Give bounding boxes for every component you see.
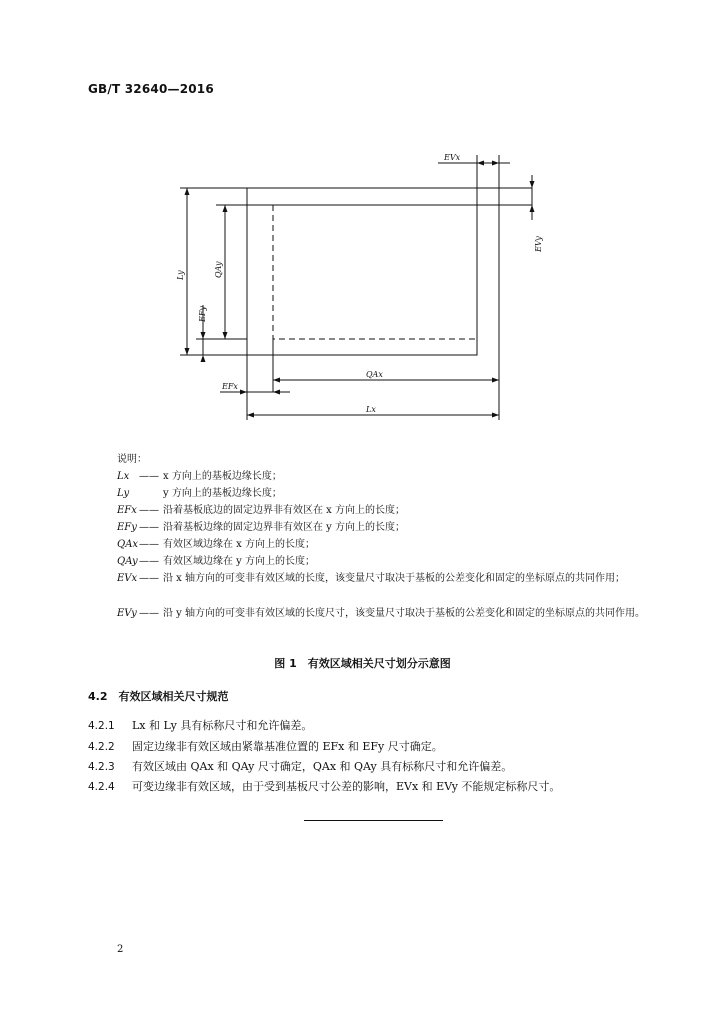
label-efx: EFx	[222, 382, 238, 391]
label-efy: EFy	[198, 306, 207, 322]
clause-text: Lx 和 Ly 具有标称尺寸和允许偏差。	[132, 719, 313, 732]
legend-text: 沿着基板边缘的固定边界非有效区在 y 方向上的长度；	[163, 522, 406, 533]
legend-item	[117, 537, 673, 554]
clause	[88, 758, 512, 774]
clause-number: 4.2.1	[88, 720, 115, 732]
clause-text: 有效区域由 QAx 和 QAy 尺寸确定，QAx 和 QAy 具有标称尺寸和允许偏差。	[132, 760, 513, 773]
substrate-outline	[247, 188, 477, 355]
label-evx: EVx	[444, 153, 461, 162]
legend-dash: ——	[139, 556, 159, 567]
legend-dash: ——	[139, 505, 159, 516]
label-qax: QAx	[366, 370, 383, 379]
legend-text: x 方向上的基板边缘长度；	[163, 471, 282, 482]
legend-dash: ——	[139, 471, 159, 482]
legend-symbol: Lx	[117, 471, 130, 482]
label-ly: Ly	[176, 270, 185, 280]
legend-symbol: QAx	[117, 539, 139, 550]
figure-legend	[117, 450, 673, 641]
legend-symbol: EFy	[117, 522, 137, 533]
legend-title: 说明：	[117, 454, 147, 465]
legend-text: 沿 x 轴方向的可变非有效区域的长度，该变量尺寸取决于基板的公差变化和固定的坐标原点的共同作用；	[163, 573, 625, 584]
dimension-figure	[0, 0, 725, 440]
clause	[88, 778, 560, 794]
legend-text: 有效区域边缘在 y 方向上的长度；	[163, 556, 316, 567]
clause-number: 4.2.2	[88, 741, 115, 753]
clause-number: 4.2.3	[88, 761, 115, 773]
legend-dash: ——	[139, 539, 159, 550]
clause-text: 可变边缘非有效区域，由于受到基板尺寸公差的影响，EVx 和 EVy 不能规定标称尺寸。	[132, 780, 561, 793]
legend-item	[117, 554, 673, 571]
legend-item	[117, 469, 673, 486]
legend-item	[117, 486, 673, 503]
label-lx: Lx	[366, 405, 376, 414]
legend-dash: ——	[139, 522, 159, 533]
legend-symbol: EVx	[117, 573, 138, 584]
legend-dash: ——	[139, 608, 159, 619]
clause	[88, 738, 443, 754]
legend-symbol: Ly	[117, 488, 130, 499]
legend-dash: ——	[139, 573, 159, 584]
legend-symbol: EFx	[117, 505, 137, 516]
legend-text: y 方向上的基板边缘长度；	[163, 488, 282, 499]
legend-text: 沿 y 轴方向的可变非有效区域的长度尺寸，该变量尺寸取决于基板的公差变化和固定的坐标原点的共同作用。	[163, 608, 646, 619]
clause	[88, 717, 312, 733]
label-qay: QAy	[214, 261, 223, 278]
standard-code: GB/T 32640—2016	[88, 82, 214, 96]
figure-caption: 图 1 有效区域相关尺寸划分示意图	[274, 657, 451, 670]
legend-item	[117, 503, 673, 520]
label-evy: EVy	[534, 236, 543, 252]
section-heading: 4.2 有效区域相关尺寸规范	[88, 690, 229, 703]
legend-item	[117, 520, 673, 537]
legend-symbol: EVy	[117, 608, 137, 619]
page-number: 2	[117, 944, 124, 955]
legend-text: 沿着基板底边的固定边界非有效区在 x 方向上的长度；	[163, 505, 405, 516]
legend-item	[117, 571, 673, 606]
legend-text: 有效区域边缘在 x 方向上的长度；	[163, 539, 315, 550]
end-rule	[304, 820, 443, 821]
legend-item	[117, 606, 673, 641]
clause-number: 4.2.4	[88, 781, 115, 793]
legend-symbol: QAy	[117, 556, 138, 567]
clause-text: 固定边缘非有效区域由紧靠基准位置的 EFx 和 EFy 尺寸确定。	[132, 740, 443, 753]
active-area-outline	[273, 205, 477, 339]
